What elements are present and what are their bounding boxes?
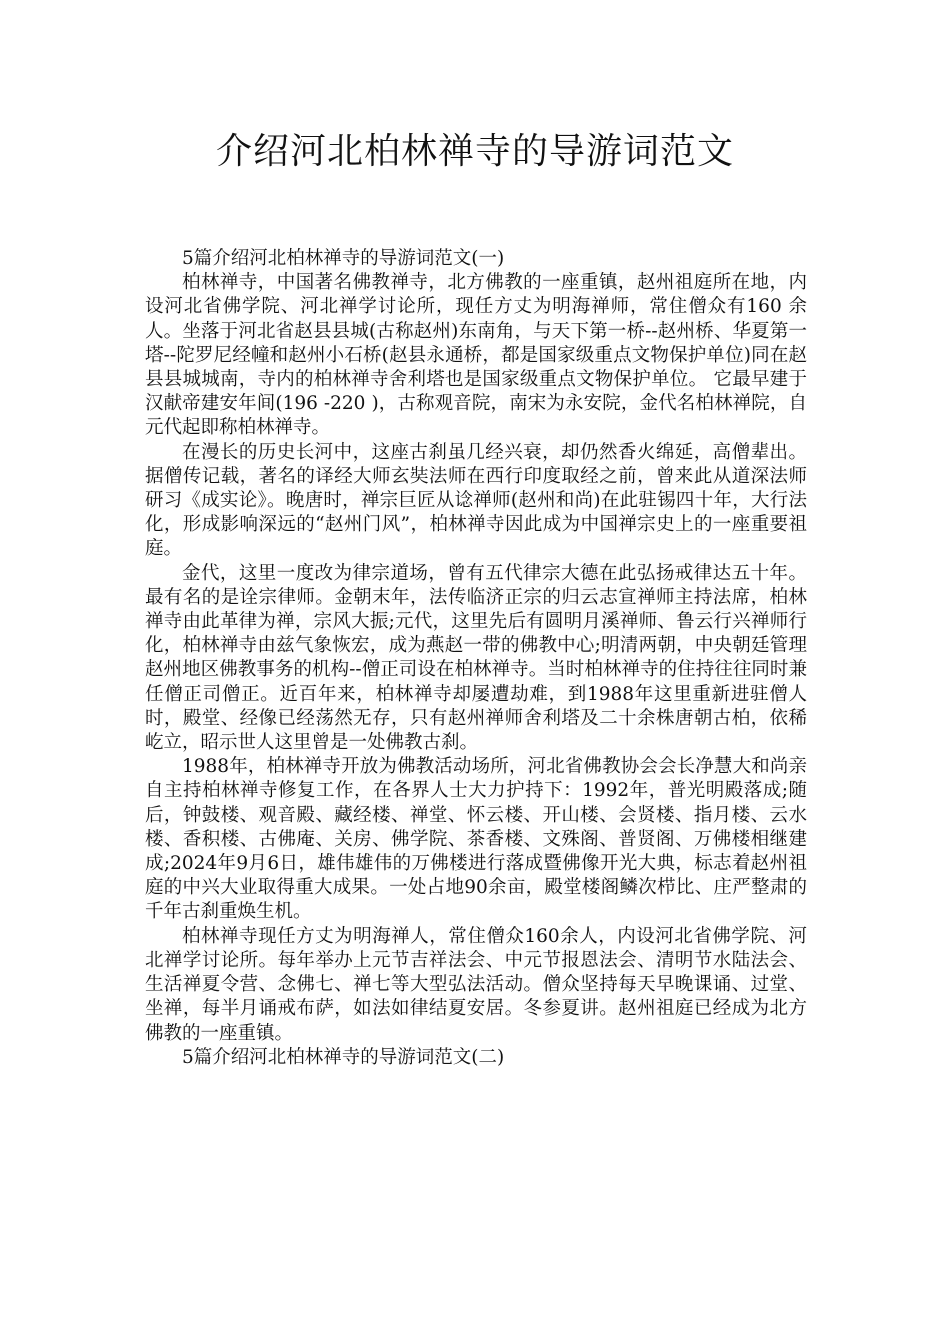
section-heading-1: 5篇介绍河北柏林禅寺的导游词范文(一) [182,248,505,269]
document-title: 介绍河北柏林禅寺的导游词范文 [215,131,734,172]
section-heading-2: 5篇介绍河北柏林禅寺的导游词范文(二) [182,1046,505,1068]
paragraph-4: 1988年，柏林禅寺开放为佛教活动场所，河北省佛教协会会长净慧大和尚亲自主持柏林禅寺修复工作，在各界人士大力护持下：1992年，普光明殿落成;随后，钟鼓楼、观音殿、藏经楼、禅堂、怀云楼、开山楼、会贤楼、指月楼、云水楼、香积楼、古佛庵、关房、佛学院、茶香楼、文殊阁、普贤阁、万佛楼相继建成;2024年9月6日，雄伟雄伟的万佛楼进行落成暨佛像开光大典，标志着赵州祖庭的中兴大业取得重大成果。一处占地90余亩，殿堂楼阁鳞次栉比、庄严整肃的千年古刹重焕生机。 [145,756,807,923]
paragraph-5: 柏林禅寺现任方丈为明海禅人，常住僧众160余人，内设河北省佛学院、河北禅学讨论所。每年举办上元节吉祥法会、中元节报恩法会、清明节水陆法会、生活禅夏令营、念佛七、禅七等大型弘法活动。僧众坚持每天早晚课诵、过堂、坐禅，每半月诵戒布萨，如法如律结夏安居。冬参夏讲。赵州祖庭已经成为北方佛教的一座重镇。 [145,925,807,1044]
paragraph-1: 柏林禅寺，中国著名佛教禅寺，北方佛教的一座重镇，赵州祖庭所在地，内设河北省佛学院、河北禅学讨论所，现任方丈为明海禅师，常住僧众有160 余人。坐落于河北省赵县县城(古称赵州)东南角，与天下第一桥--赵州桥、华夏第一塔--陀罗尼经幢和赵州小石桥(赵县永通桥，都是国家级重点文物保护单位)同在赵县县城城南，寺内的柏林禅寺舍利塔也是国家级重点文物保护单位。 它最早建于汉献帝建安年间(196 -220 )，古称观音院，南宋为永安院，金代名柏林禅院，自元代起即称柏林禅寺。 [145,272,807,439]
paragraph-3: 金代，这里一度改为律宗道场，曾有五代律宗大德在此弘扬戒律达五十年。最有名的是诠宗律师。金朝末年，法传临济正宗的归云志宣禅师主持法席，柏林禅寺由此革律为禅，宗风大振;元代，这里先后有圆明月溪禅师、鲁云行兴禅师行化，柏林禅寺由兹气象恢宏，成为燕赵一带的佛教中心;明清两朝，中央朝廷管理赵州地区佛教事务的机构--僧正司设在柏林禅寺。当时柏林禅寺的住持往往同时兼任僧正司僧正。近百年来，柏林禅寺却屡遭劫难，到1988年这里重新进驻僧人时，殿堂、经像已经荡然无存，只有赵州禅师舍利塔及二十余株唐朝古柏，依稀屹立，昭示世人这里曾是一处佛教古刹。 [145,562,807,754]
document-body [145,247,807,1070]
paragraph-2: 在漫长的历史长河中，这座古刹虽几经兴衰，却仍然香火绵延，高僧辈出。据僧传记载，著名的译经大师玄奘法师在西行印度取经之前，曾来此从道深法师研习《成实论》。晚唐时，禅宗巨匠从谂禅师(赵州和尚)在此驻锡四十年，大行法化，形成影响深远的“赵州门风”，柏林禅寺因此成为中国禅宗史上的一座重要祖庭。 [145,441,807,560]
